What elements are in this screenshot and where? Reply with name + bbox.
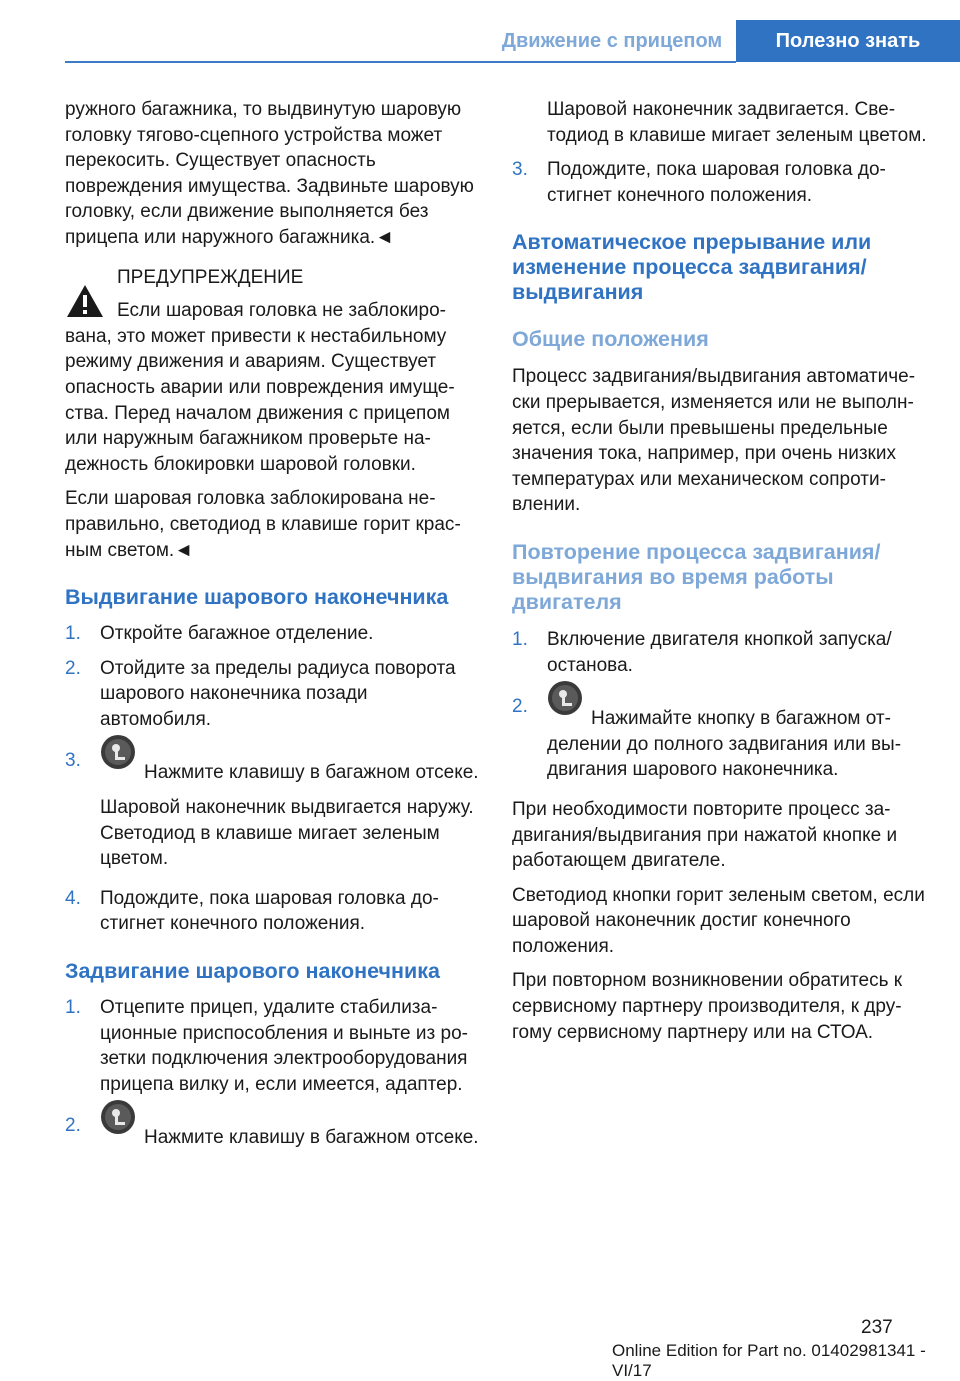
step-text: Отойдите за пределы радиуса поворота шарового наконечника позади автомобиля. [100,657,456,730]
trailer-hitch-button-icon [100,734,136,770]
step-number: 3. [512,159,528,181]
warning-text-2: Если шаровая головка заблокирована неправильно, светодиод в клавише горит красным светом.◄ [65,488,461,561]
page-number: 237 [861,1317,893,1338]
header-section-tab: Движение с прицепом [488,20,736,62]
step-text: Нажмите клавишу в багажном отсеке. [144,1127,479,1149]
step-text: Нажмите клавишу в багажном отсеке. [144,762,479,784]
step-text: Откройте багажное отделение. [100,623,374,645]
warning-title: ПРЕДУПРЕЖДЕНИЕ [117,266,304,288]
step-number: 1. [65,997,81,1019]
warning-triangle-icon [65,283,105,319]
list-item [65,995,483,1097]
list-item [65,748,483,871]
extend-heading: Выдвигание шарового наконечника [65,585,449,610]
step-text: Включение двигателя кнопкой запуска/ останова. [547,628,892,676]
general-text: Процесс задвигания/выдвигания автоматически прерывается, изменяется или не выполняется, если были превышены предельные значения тока, например, при очень низких температурах или механическом сопротивлении. [512,366,916,516]
warning-text: Если шаровая головка не заблокирована, это может привести к нестабильному режиму движения и авариям. Существует опасность аварии или повреждения имущества. Перед началом движения с прицепом или наружным багажником проверьте надежность блокировки шаровой головки. [65,300,455,475]
list-item [65,1113,483,1151]
extend-steps [65,621,483,937]
retract-heading: Задвигание шарового наконечника [65,959,440,984]
right-column [512,97,930,1054]
step-text: Нажимайте кнопку в багажном отделении до полного задвигания или выдвигания шарового наконечника. [547,708,902,781]
header-chapter-tab: Полезно знать [736,20,960,62]
intro-paragraph: ружного багажника, то выдвинутую шаровую головку тягово-сцепного устройства может перекосить. Существует опасность повреждения имущества. Задвиньте шаровую головку, если движение выполняется без прицепа или наружного багажника.◄ [65,99,474,248]
step-subtext: Шаровой наконечник выдвигается наружу. Светодиод в клавише мигает зеленым цветом. [100,797,474,870]
warning-box [65,265,483,291]
step-text: Подождите, пока шаровая головка достигнет конечного положения. [547,159,886,206]
list-item-continuation [512,97,930,148]
step-number: 3. [65,750,81,772]
step-number: 2. [512,696,528,718]
repeat-heading: Повторение процесса задвигания/ выдвигания во время работы двигателя [512,539,881,614]
list-item [512,627,930,678]
step-text: Шаровой наконечник задвигается. Светодиод в клавише мигает зеленым цветом. [547,99,927,146]
trailer-hitch-button-icon [100,1099,136,1135]
list-item [512,694,930,783]
header-rule [65,61,736,63]
list-item [65,656,483,733]
list-item [65,621,483,647]
step-number: 1. [65,623,81,645]
left-column [65,97,483,1165]
step-number: 4. [65,887,81,909]
list-item [65,886,483,937]
step-number: 1. [512,628,528,650]
list-item [512,157,930,208]
retract-steps [65,995,483,1151]
step-text: Отцепите прицеп, удалите стабилизационные приспособления и выньте из розетки подключения электрооборудования прицепа вилку и, если имеется, адаптер. [100,997,468,1095]
edition-footer: Online Edition for Part no. 01402981341 - VI/17 [612,1341,926,1380]
step-number: 2. [65,657,81,679]
auto-heading: Автоматическое прерывание или изменение процесса задвигания/ выдвигания [512,230,872,305]
general-heading: Общие положения [512,327,709,352]
retract-steps-continued [512,97,930,208]
repeat-paragraph-1: При необходимости повторите процесс задвигания/выдвигания при нажатой кнопке и работающем двигателе. [512,798,898,872]
repeat-paragraph-2: Светодиод кнопки горит зеленым светом, если шаровой наконечник достиг конечного положения. [512,884,925,957]
step-number: 2. [65,1115,81,1137]
trailer-hitch-button-icon [547,680,583,716]
repeat-steps [512,627,930,783]
repeat-paragraph-3: При повторном возникновении обратитесь к сервисному партнеру производителя, к другому сервисному партнеру или на СТОА. [512,970,903,1043]
step-text: Подождите, пока шаровая головка достигнет конечного положения. [100,887,439,935]
